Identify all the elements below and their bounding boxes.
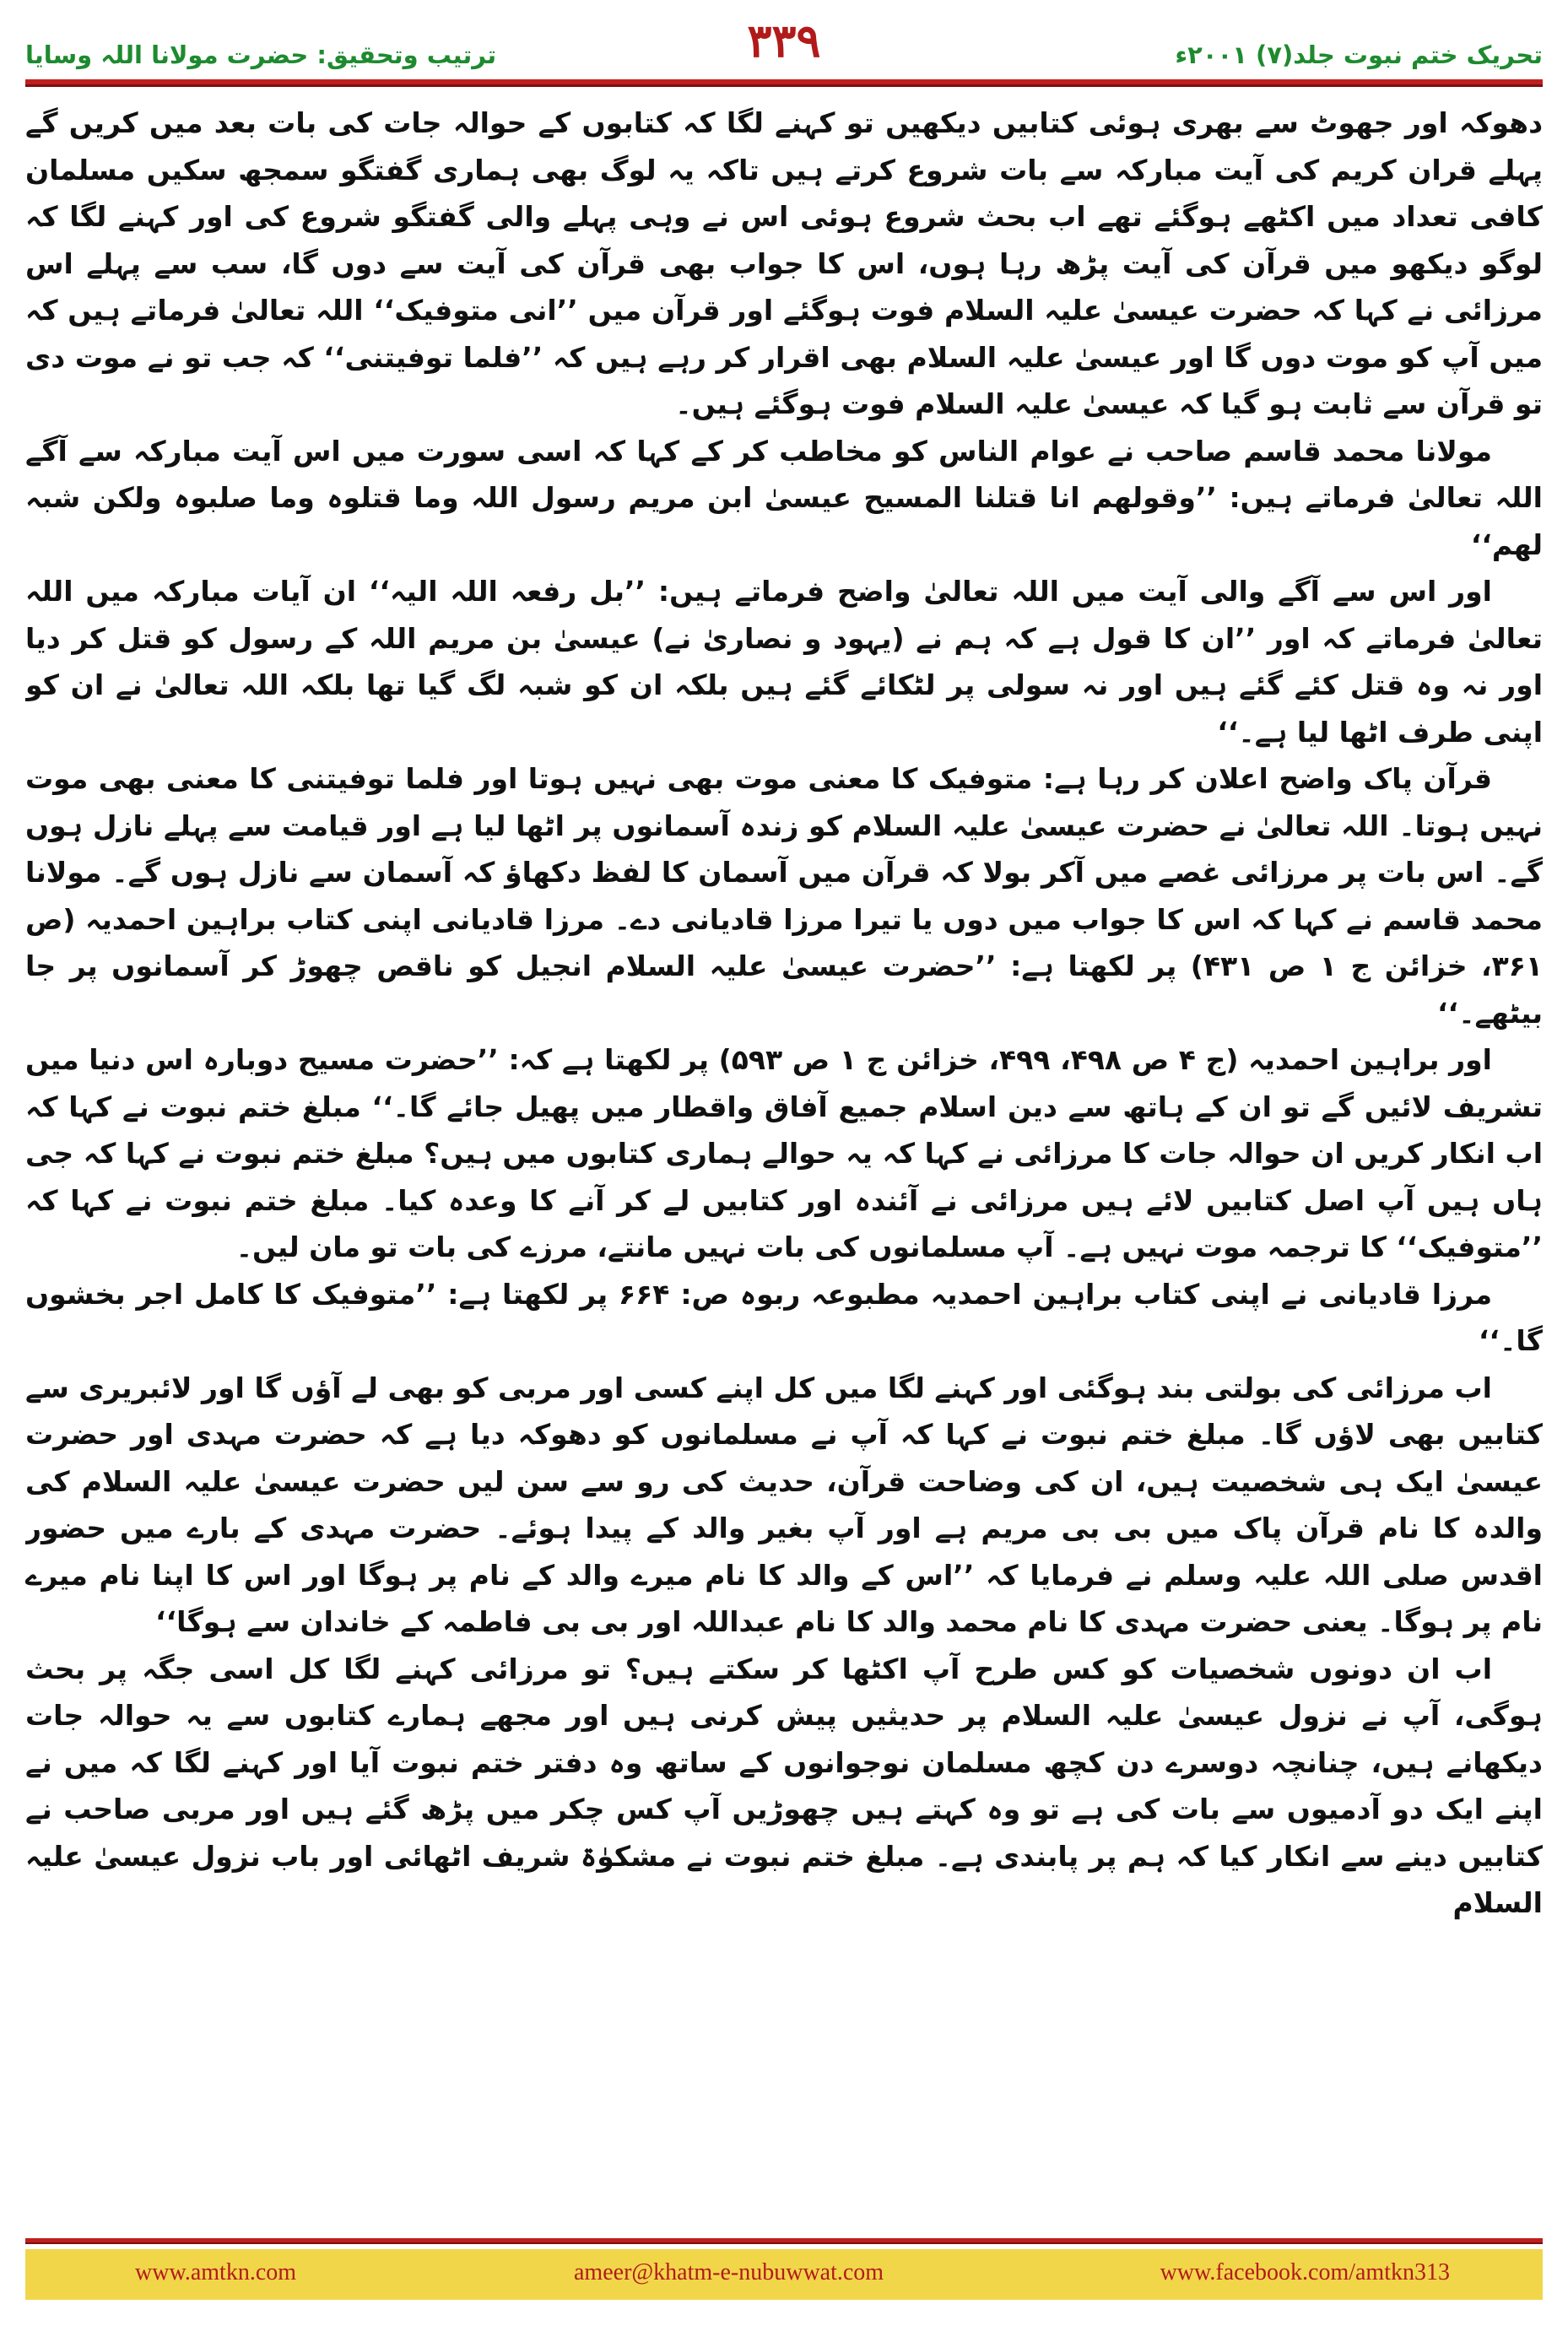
paragraph: قرآن پاک واضح اعلان کر رہا ہے: متوفیک کا معنی موت بھی نہیں ہوتا اور فلما توفیتنی کا معنی بھی موت نہیں ہوتا۔ اللہ تعالیٰ نے حضرت عیسیٰ علیہ السلام کو زندہ آسمانوں پر اٹھا لیا ہے اور قیامت سے پہلے نازل ہوں گے۔ اس بات پر مرزائی غصے میں آکر بولا کہ قرآن میں آسمان کا لفظ دکھاؤ کہ آسمان سے نازل ہوں گے۔ مولانا محمد قاسم نے کہا کہ اس کا جواب میں دوں یا تیرا مرزا قادیانی دے۔ مرزا قادیانی اپنی کتاب براہین احمدیہ (ص ۳۶۱، خزائن ج ۱ ص ۴۳۱) پر لکھتا ہے: ’’حضرت عیسیٰ علیہ السلام انجیل کو ناقص چھوڑ کر آسمانوں پر جا بیٹھے۔‘‘ xyxy=(25,762,1543,1030)
paragraph: اب ان دونوں شخصیات کو کس طرح آپ اکٹھا کر سکتے ہیں؟ تو مرزائی کہنے لگا کل اسی جگہ پر بحث ہوگی، آپ نے نزول عیسیٰ علیہ السلام پر حدیثیں پیش کرنی ہیں اور مجھے ہمارے کتابوں سے یہ حوالہ جات دیکھانے ہیں، چنانچہ دوسرے دن کچھ مسلمان نوجوانوں کے ساتھ وہ دفتر ختم نبوت آیا اور کہنے لگا کہ میں نے اپنے ایک دو آدمیوں سے بات کی ہے تو وہ کہتے ہیں چھوڑیں آپ کس چکر میں پڑھ گئے ہیں اور مربی صاحب نے کتابیں دینے سے انکار کیا کہ ہم پر پابندی ہے۔ مبلغ ختم نبوت نے مشکوٰۃ شریف اٹھائی اور باب نزول عیسیٰ علیہ السلام xyxy=(25,1652,1543,1919)
paragraph: اور اس سے آگے والی آیت میں اللہ تعالیٰ واضح فرماتے ہیں: ’’بل رفعہ اللہ الیہ‘‘ ان آیات مبارکہ میں اللہ تعالیٰ فرماتے کہ اور ’’ان کا قول ہے کہ ہم نے (یہود و نصاریٰ نے) عیسیٰ بن مریم اللہ کے رسول کو قتل کر دیا اور نہ وہ قتل کئے گئے ہیں اور نہ سولی پر لٹکائے گئے ہیں بلکہ ان کو شبہ لگ گیا تھا بلکہ اللہ تعالیٰ نے ان کو اپنی طرف اٹھا لیا ہے۔‘‘ xyxy=(25,575,1543,749)
compiler-credit: ترتیب وتحقیق: حضرت مولانا اللہ وسایا xyxy=(25,41,497,69)
article-body xyxy=(25,100,1543,2226)
paragraph: اور براہین احمدیہ (ج ۴ ص ۴۹۸، ۴۹۹، خزائن ج ۱ ص ۵۹۳) پر لکھتا ہے کہ: ’’حضرت مسیح دوبارہ اس دنیا میں تشریف لائیں گے تو ان کے ہاتھ سے دین اسلام جمیع آفاق واقطار میں پھیل جائے گا۔‘‘ مبلغ ختم نبوت نے کہا کہ اب انکار کریں ان حوالہ جات کا مرزائی نے کہا کہ یہ حوالے ہماری کتابوں میں ہیں؟ مبلغ ختم نبوت نے کہا کہ جی ہاں ہیں آپ اصل کتابیں لائے ہیں مرزائی نے آئندہ اور کتابیں لے کر آنے کا وعدہ کیا۔ مبلغ ختم نبوت نے کہا کہ ’’متوفیک‘‘ کا ترجمہ موت نہیں ہے۔ آپ مسلمانوں کی بات نہیں مانتے، مرزے کی بات تو مان لیں۔ xyxy=(25,1043,1543,1263)
website-link[interactable]: www.amtkn.com xyxy=(135,2259,297,2285)
paragraph: مرزا قادیانی نے اپنی کتاب براہین احمدیہ مطبوعہ ربوہ ص: ۶۶۴ پر لکھتا ہے: ’’متوفیک کا کامل اجر بخشوں گا۔‘‘ xyxy=(25,1277,1543,1357)
footer-divider xyxy=(25,2238,1543,2244)
page-number: ۳۳۹ xyxy=(747,14,821,68)
paragraph: مولانا محمد قاسم صاحب نے عوام الناس کو مخاطب کر کے کہا کہ اسی سورت میں اس آیت مبارکہ سے آگے اللہ تعالیٰ فرماتے ہیں: ’’وقولھم انا قتلنا المسیح عیسیٰ ابن مریم رسول اللہ وما قتلوہ وما صلبوہ ولکن شبہ لھم‘‘ xyxy=(25,434,1543,561)
facebook-link[interactable]: www.facebook.com/amtkn313 xyxy=(1160,2259,1450,2285)
book-title: تحریک ختم نبوت جلد(۷) ۲۰۰۱ء xyxy=(1175,41,1543,69)
page-footer xyxy=(25,2249,1543,2300)
email-link[interactable]: ameer@khatm-e-nubuwwat.com xyxy=(574,2259,884,2285)
paragraph: اب مرزائی کی بولتی بند ہوگئی اور کہنے لگا میں کل اپنے کسی اور مربی کو بھی لے آؤں گا اور لائبریری سے کتابیں بھی لاؤں گا۔ مبلغ ختم نبوت نے کہا کہ آپ نے مسلمانوں کو دھوکہ دیا ہے کہ حضرت مہدی اور حضرت عیسیٰ ایک ہی شخصیت ہیں، ان کی وضاحت قرآن، حدیث کی رو سے سن لیں حضرت عیسیٰ علیہ السلام کی والدہ کا نام قرآن پاک میں بی بی مریم ہے اور آپ بغیر والد کے پیدا ہوئے۔ حضرت مہدی کے بارے میں حضور اقدس صلی اللہ علیہ وسلم نے فرمایا کہ ’’اس کے والد کا نام میرے والد کے نام پر ہوگا اور اس کا اپنا نام میرے نام پر ہوگا۔ یعنی حضرت مہدی کا نام محمد والد کا نام عبداللہ اور بی بی فاطمہ کے خاندان سے ہوگا‘‘ xyxy=(25,1371,1543,1638)
page-header xyxy=(25,15,1543,74)
paragraph: دھوکہ اور جھوٹ سے بھری ہوئی کتابیں دیکھیں تو کہنے لگا کہ کتابوں کے حوالہ جات کی بات بعد میں کریں گے پہلے قران کریم کی آیت مبارکہ سے بات شروع کرتے ہیں تاکہ یہ لوگ بھی ہماری گفتگو سمجھ سکیں مسلمان کافی تعداد میں اکٹھے ہوگئے تھے اب بحث شروع ہوئی اس نے وہی پہلے والی گفتگو شروع کی اور کہنے لگا کہ لوگو دیکھو میں قرآن کی آیت پڑھ رہا ہوں، اس کا جواب بھی قرآن کی آیت سے دوں گا، سب سے پہلے اس مرزائی نے کہا کہ حضرت عیسیٰ علیہ السلام فوت ہوگئے اور قرآن میں ’’انی متوفیک‘‘ اللہ تعالیٰ فرماتے ہیں کہ میں آپ کو موت دوں گا اور عیسیٰ علیہ السلام بھی اقرار کر رہے ہیں کہ ’’فلما توفیتنی‘‘ کہ جب تو نے موت دی تو قرآن سے ثابت ہو گیا کہ عیسیٰ علیہ السلام فوت ہوگئے ہیں۔ xyxy=(25,106,1543,420)
header-divider xyxy=(25,79,1543,87)
